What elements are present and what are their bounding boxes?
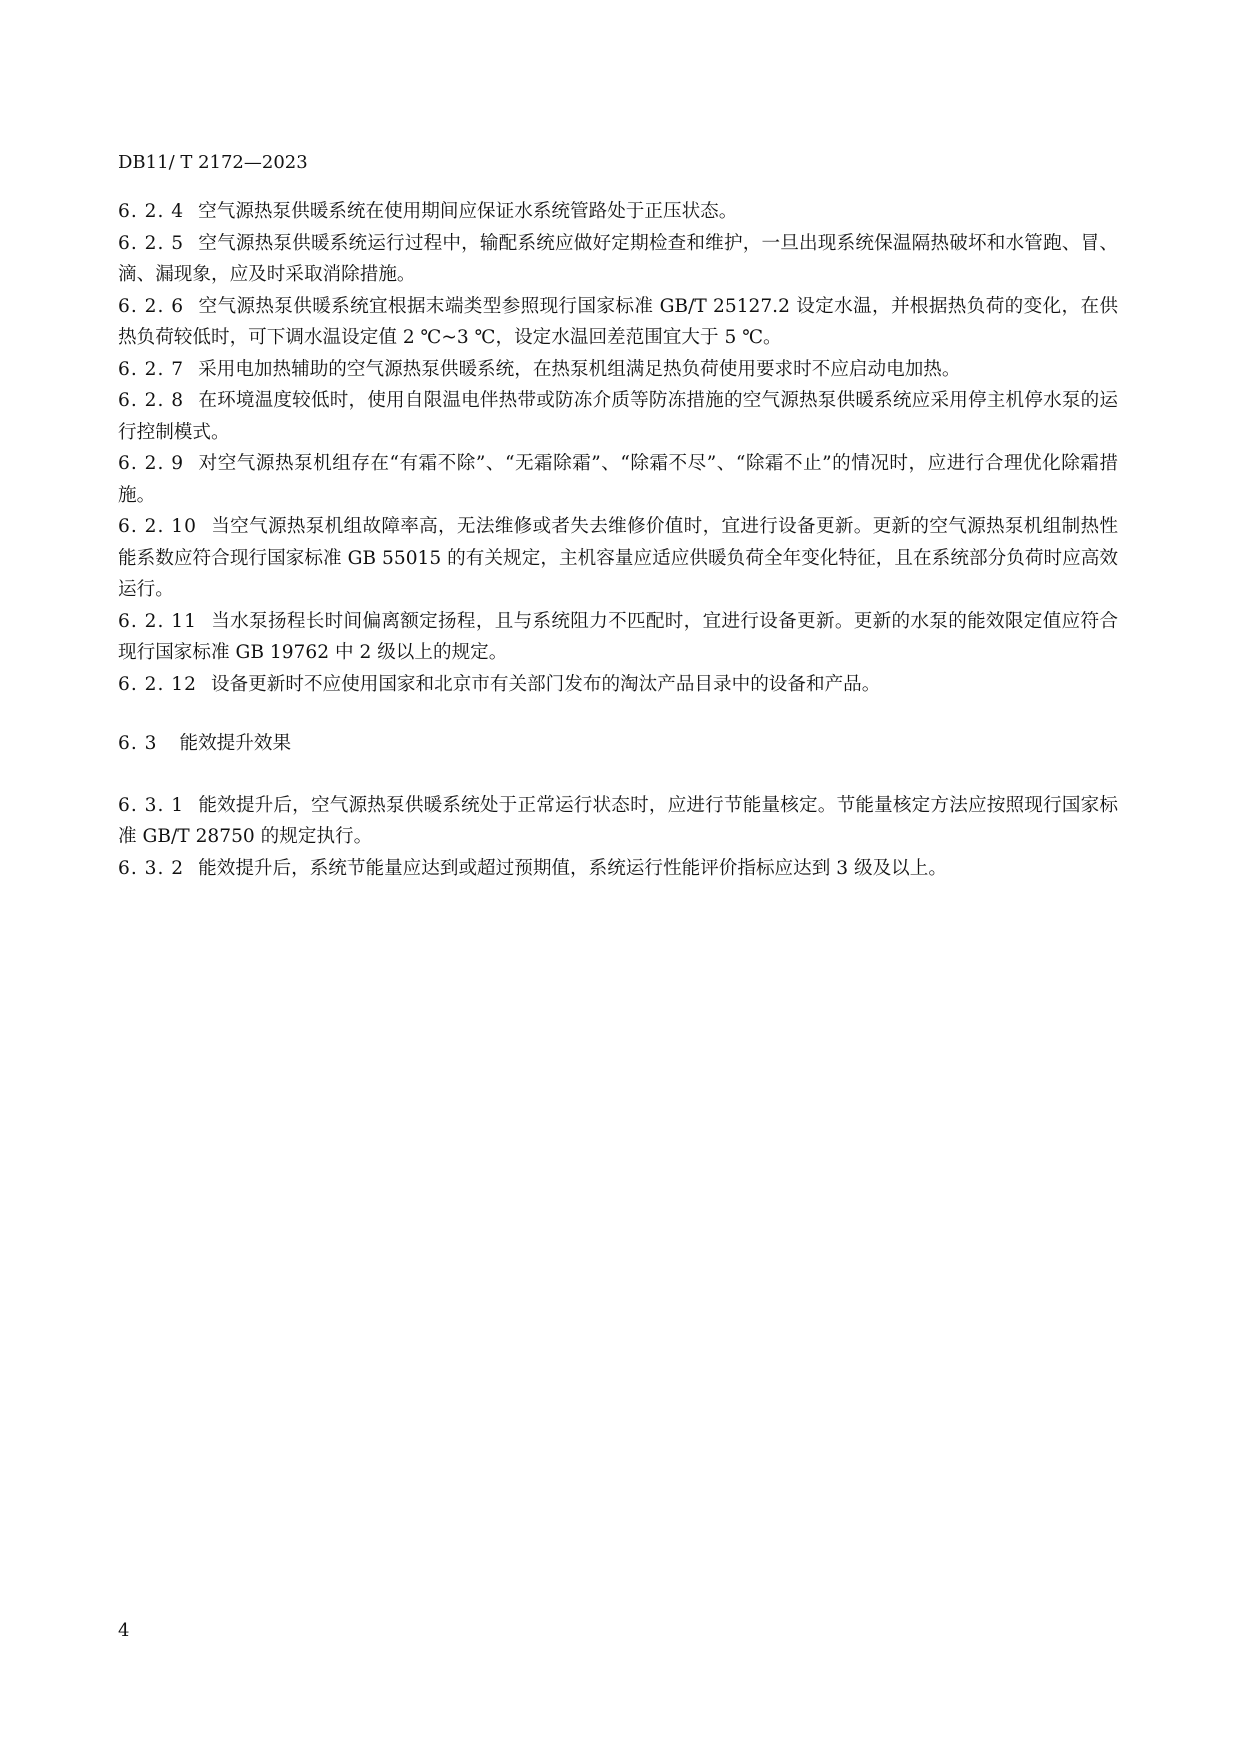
clause-text: 当空气源热泵机组故障率高，无法维修或者失去维修价值时，宜进行设备更新。更新的空气源热泵机组制热性能系数应符合现行国家标准 GB 55015 的有关规定，主机容量应适应供暖负荷全年变化特征，且在系统部分负荷时应高效运行。 bbox=[118, 516, 1118, 600]
clause-6-3-1 bbox=[118, 790, 1118, 853]
page-number: 4 bbox=[118, 1620, 130, 1641]
clause-number: 6. 2. 8 bbox=[118, 390, 185, 411]
document-code-header: DB11/ T 2172—2023 bbox=[118, 152, 308, 173]
clause-6-2-7 bbox=[118, 354, 1118, 386]
clause-text: 采用电加热辅助的空气源热泵供暖系统，在热泵机组满足热负荷使用要求时不应启动电加热。 bbox=[198, 358, 961, 380]
clause-6-2-9 bbox=[118, 448, 1118, 511]
clause-text: 当水泵扬程长时间偏离额定扬程，且与系统阻力不匹配时，宜进行设备更新。更新的水泵的能效限定值应符合现行国家标准 GB 19762 中 2 级以上的规定。 bbox=[118, 610, 1118, 663]
clause-number: 6. 2. 6 bbox=[118, 295, 185, 317]
clause-text: 能效提升后，系统节能量应达到或超过预期值，系统运行性能评价指标应达到 3 级及以上。 bbox=[198, 857, 947, 879]
clause-6-2-11 bbox=[118, 606, 1118, 669]
clause-text: 在环境温度较低时，使用自限温电伴热带或防冻介质等防冻措施的空气源热泵供暖系统应采用停主机停水泵的运行控制模式。 bbox=[118, 390, 1118, 443]
clause-number: 6. 2. 10 bbox=[118, 516, 197, 537]
section-number: 6. 3 bbox=[118, 733, 158, 754]
clause-text: 空气源热泵供暖系统运行过程中，输配系统应做好定期检查和维护，一旦出现系统保温隔热破坏和水管跑、冒、滴、漏现象，应及时采取消除措施。 bbox=[118, 232, 1118, 285]
clause-number: 6. 3. 2 bbox=[118, 857, 185, 879]
clause-text: 空气源热泵供暖系统在使用期间应保证水系统管路处于正压状态。 bbox=[198, 201, 738, 222]
clause-6-2-6 bbox=[118, 291, 1118, 354]
section-title: 能效提升效果 bbox=[179, 733, 292, 754]
clause-6-2-10 bbox=[118, 511, 1118, 606]
clause-number: 6. 2. 7 bbox=[118, 358, 185, 380]
clause-text: 对空气源热泵机组存在“有霜不除”、“无霜除霜”、“除霜不尽”、“除霜不止”的情况时，应进行合理优化除霜措施。 bbox=[118, 453, 1118, 506]
clause-number: 6. 2. 12 bbox=[118, 673, 197, 695]
clause-list-6-2 bbox=[118, 196, 1118, 700]
clause-6-3-2 bbox=[118, 853, 1118, 885]
clause-text: 能效提升后，空气源热泵供暖系统处于正常运行状态时，应进行节能量核定。节能量核定方法应按照现行国家标准 GB/T 28750 的规定执行。 bbox=[118, 794, 1118, 847]
clause-number: 6. 2. 11 bbox=[118, 610, 197, 632]
clause-text: 设备更新时不应使用国家和北京市有关部门发布的淘汰产品目录中的设备和产品。 bbox=[210, 673, 881, 695]
clause-6-2-8 bbox=[118, 385, 1118, 448]
clause-text: 空气源热泵供暖系统宜根据末端类型参照现行国家标准 GB/T 25127.2 设定水温，并根据热负荷的变化，在供热负荷较低时，可下调水温设定值 2 ℃~3 ℃，设定水温回差范围宜大于 5 ℃。 bbox=[118, 295, 1118, 348]
clause-number: 6. 2. 5 bbox=[118, 232, 185, 254]
document-body bbox=[118, 196, 1118, 884]
section-heading-6-3 bbox=[118, 728, 1118, 760]
clause-list-6-3 bbox=[118, 790, 1118, 885]
clause-6-2-5 bbox=[118, 228, 1118, 291]
clause-number: 6. 2. 9 bbox=[118, 453, 185, 474]
clause-number: 6. 3. 1 bbox=[118, 794, 185, 816]
clause-6-2-4 bbox=[118, 196, 1118, 228]
clause-number: 6. 2. 4 bbox=[118, 201, 185, 222]
clause-6-2-12 bbox=[118, 669, 1118, 701]
